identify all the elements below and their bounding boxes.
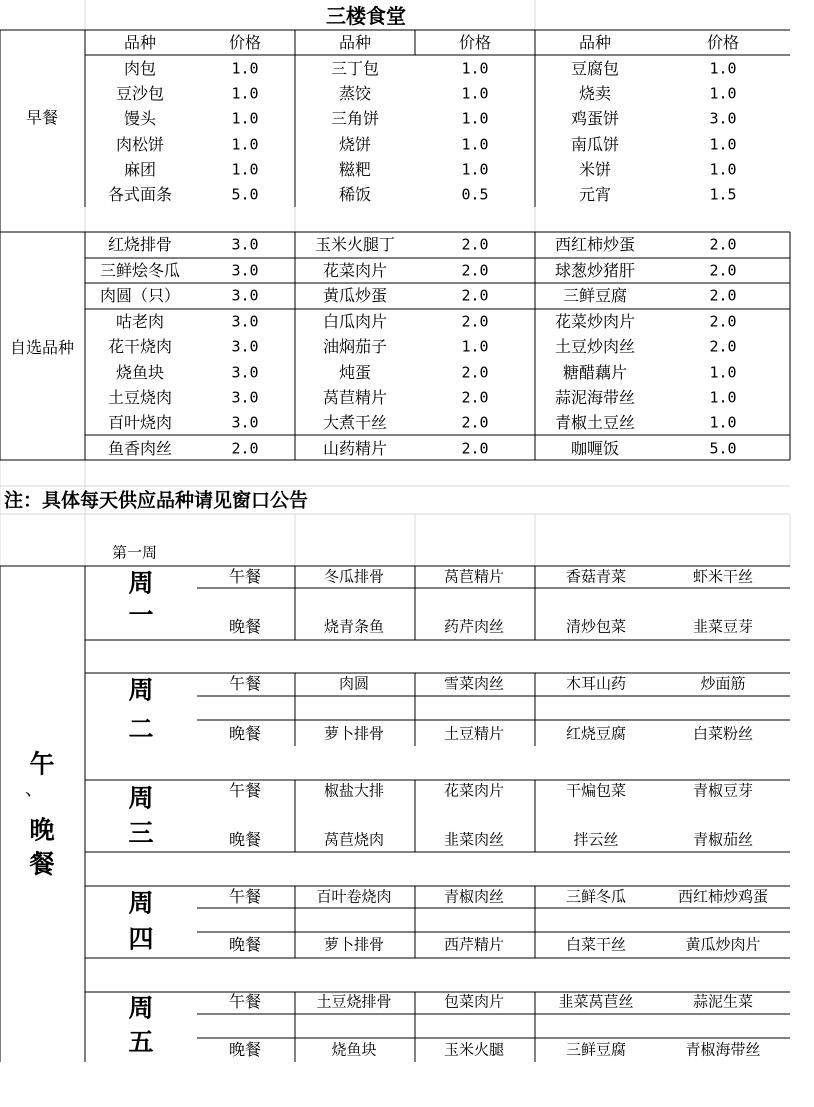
lunch-dish: 蒜泥生菜: [692, 992, 754, 1011]
lunch-dish: 冬瓜排骨: [323, 567, 385, 586]
price-cell: 1.0: [709, 135, 737, 154]
dish-cell: 豆沙包: [115, 84, 165, 103]
dish-cell: 炖蛋: [338, 363, 372, 382]
dish-cell: 豆腐包: [570, 59, 620, 78]
dinner-dish: 白菜干丝: [565, 935, 627, 954]
dish-cell: 花菜炒肉片: [554, 312, 636, 331]
dish-cell: 球葱炒猪肝: [554, 261, 636, 280]
lunch-dish: 炒面筋: [700, 674, 746, 693]
day-name-char: 周: [128, 993, 154, 1023]
page-title: 三楼食堂: [326, 4, 406, 28]
dish-cell: 蒜泥海带丝: [554, 388, 636, 407]
price-cell: 3.0: [231, 235, 259, 254]
price-cell: 1.0: [231, 109, 259, 128]
price-cell: 1.0: [231, 59, 259, 78]
dish-cell: 莴苣精片: [322, 388, 388, 407]
lunch-dish: 西红柿炒鸡蛋: [677, 887, 769, 906]
price-cell: 1.0: [461, 160, 489, 179]
meal-label-lunch: 午餐: [228, 887, 262, 906]
price-cell: 3.0: [231, 337, 259, 356]
dinner-dish: 烧青条鱼: [323, 617, 385, 636]
day-name-char: 三: [128, 818, 154, 848]
lunch-dish: 韭菜莴苣丝: [558, 992, 634, 1011]
dish-cell: 三鲜豆腐: [562, 286, 628, 305]
lunch-dish: 青椒肉丝: [443, 887, 505, 906]
dinner-dish: 青椒海带丝: [685, 1040, 761, 1059]
dish-cell: 蒸饺: [338, 84, 372, 103]
dish-cell: 米饼: [578, 160, 612, 179]
dinner-dish: 西芹精片: [443, 935, 505, 954]
dinner-dish: 萝卜排骨: [323, 935, 385, 954]
dinner-dish: 韭菜豆芽: [692, 617, 754, 636]
dish-cell: 麻团: [123, 160, 157, 179]
lunch-dish: 青椒豆芽: [692, 781, 754, 800]
side-label-dinner-2: 餐: [29, 849, 55, 879]
dinner-dish: 青椒茄丝: [692, 830, 754, 849]
meal-label-dinner: 晚餐: [228, 1040, 262, 1059]
dinner-dish: 烧鱼块: [331, 1040, 377, 1059]
dish-cell: 土豆烧肉: [107, 388, 173, 407]
price-cell: 2.0: [461, 312, 489, 331]
dish-cell: 大煮干丝: [322, 413, 388, 432]
price-cell: 1.0: [709, 388, 737, 407]
meal-label-dinner: 晚餐: [228, 617, 262, 636]
dish-cell: 咕老肉: [115, 312, 165, 331]
lunch-dish: 土豆烧排骨: [316, 992, 392, 1011]
price-cell: 3.0: [709, 109, 737, 128]
day-name-char: 一: [128, 600, 154, 630]
price-cell: 1.0: [461, 109, 489, 128]
day-name-char: 周: [128, 783, 154, 813]
header-price: 价格: [228, 33, 262, 52]
dinner-dish: 玉米火腿: [443, 1040, 505, 1059]
dinner-dish: 黄瓜炒肉片: [685, 935, 761, 954]
day-name-char: 五: [128, 1027, 154, 1057]
lunch-dish: 百叶卷烧肉: [316, 887, 392, 906]
price-cell: 1.0: [231, 135, 259, 154]
meal-label-lunch: 午餐: [228, 781, 262, 800]
lunch-dish: 肉圆: [338, 674, 370, 693]
price-cell: 5.0: [709, 439, 737, 458]
dinner-dish: 药芹肉丝: [443, 617, 505, 636]
price-cell: 3.0: [231, 286, 259, 305]
dish-cell: 肉圆（只）: [99, 286, 181, 305]
price-cell: 2.0: [461, 235, 489, 254]
price-cell: 2.0: [461, 413, 489, 432]
side-label-lunch: 午: [29, 749, 55, 779]
lunch-dish: 椒盐大排: [323, 781, 385, 800]
price-cell: 1.0: [461, 59, 489, 78]
price-cell: 3.0: [231, 261, 259, 280]
price-cell: 1.0: [709, 84, 737, 103]
meal-label-lunch: 午餐: [228, 567, 262, 586]
dish-cell: 三丁包: [330, 59, 380, 78]
dish-cell: 青椒土豆丝: [554, 413, 636, 432]
price-cell: 3.0: [231, 413, 259, 432]
header-item: 品种: [123, 33, 157, 52]
price-cell: 1.5: [709, 185, 737, 204]
price-cell: 2.0: [461, 439, 489, 458]
price-cell: 2.0: [709, 235, 737, 254]
dinner-dish: 清炒包菜: [565, 617, 627, 636]
price-cell: 3.0: [231, 363, 259, 382]
side-label-mark: 、: [25, 779, 43, 800]
price-cell: 2.0: [231, 439, 259, 458]
dish-cell: 土豆炒肉丝: [554, 337, 636, 356]
price-cell: 1.0: [231, 84, 259, 103]
dish-cell: 白瓜肉片: [322, 312, 388, 331]
dish-cell: 鸡蛋饼: [570, 109, 620, 128]
price-cell: 1.0: [461, 135, 489, 154]
lunch-dish: 三鲜冬瓜: [565, 887, 627, 906]
dish-cell: 红烧排骨: [107, 235, 173, 254]
dish-cell: 花菜肉片: [322, 261, 388, 280]
lunch-dish: 莴苣精片: [443, 567, 505, 586]
price-cell: 2.0: [461, 363, 489, 382]
price-cell: 1.0: [461, 84, 489, 103]
dish-cell: 糍粑: [338, 160, 372, 179]
dish-cell: 馒头: [123, 109, 157, 128]
price-cell: 3.0: [231, 388, 259, 407]
lunch-dish: 虾米干丝: [692, 567, 754, 586]
dish-cell: 鱼香肉丝: [107, 439, 173, 458]
dish-cell: 元宵: [578, 185, 612, 204]
dinner-dish: 萝卜排骨: [323, 724, 385, 743]
meal-label-lunch: 午餐: [228, 992, 262, 1011]
dish-cell: 三鲜烩冬瓜: [99, 261, 181, 280]
price-cell: 1.0: [231, 160, 259, 179]
day-name-char: 周: [128, 675, 154, 705]
lunch-dish: 雪菜肉丝: [443, 674, 505, 693]
dish-cell: 油焖茄子: [322, 337, 388, 356]
header-item: 品种: [578, 33, 612, 52]
dinner-dish: 拌云丝: [573, 830, 619, 849]
dinner-dish: 三鲜豆腐: [565, 1040, 627, 1059]
dinner-dish: 韭菜肉丝: [443, 830, 505, 849]
meal-label-dinner: 晚餐: [228, 935, 262, 954]
day-name-char: 二: [128, 714, 154, 744]
price-cell: 1.0: [709, 363, 737, 382]
header-price: 价格: [706, 33, 740, 52]
dish-cell: 南瓜饼: [570, 135, 620, 154]
header-price: 价格: [458, 33, 492, 52]
supply-note: 注：具体每天供应品种请见窗口公告: [4, 489, 309, 512]
dish-cell: 各式面条: [107, 185, 173, 204]
dish-cell: 百叶烧肉: [107, 413, 173, 432]
price-cell: 1.0: [709, 413, 737, 432]
price-cell: 2.0: [709, 312, 737, 331]
dish-cell: 西红柿炒蛋: [554, 235, 636, 254]
dinner-dish: 莴苣烧肉: [323, 830, 385, 849]
price-cell: 2.0: [461, 286, 489, 305]
dish-cell: 花干烧肉: [107, 337, 173, 356]
dish-cell: 三角饼: [330, 109, 380, 128]
lunch-dish: 干煸包菜: [565, 781, 627, 800]
lunch-dish: 木耳山药: [565, 674, 627, 693]
day-name-char: 周: [128, 888, 154, 918]
meal-label-dinner: 晚餐: [228, 830, 262, 849]
price-cell: 2.0: [709, 337, 737, 356]
meal-label-dinner: 晚餐: [228, 724, 262, 743]
optional-label: 自选品种: [9, 338, 75, 357]
dish-cell: 烧鱼块: [115, 363, 165, 382]
dinner-dish: 白菜粉丝: [692, 724, 754, 743]
dish-cell: 咖喱饭: [570, 439, 620, 458]
header-item: 品种: [338, 33, 372, 52]
lunch-dish: 香菇青菜: [565, 567, 627, 586]
price-cell: 3.0: [231, 312, 259, 331]
price-cell: 2.0: [461, 388, 489, 407]
dish-cell: 烧饼: [338, 135, 372, 154]
lunch-dish: 包菜肉片: [443, 992, 505, 1011]
lunch-dish: 花菜肉片: [443, 781, 505, 800]
price-cell: 2.0: [709, 261, 737, 280]
dish-cell: 黄瓜炒蛋: [322, 286, 388, 305]
price-cell: 1.0: [461, 337, 489, 356]
price-cell: 2.0: [709, 286, 737, 305]
price-cell: 1.0: [709, 160, 737, 179]
dish-cell: 山药精片: [322, 439, 388, 458]
price-cell: 1.0: [709, 59, 737, 78]
price-cell: 5.0: [231, 185, 259, 204]
dish-cell: 玉米火腿丁: [314, 235, 396, 254]
day-name-char: 周: [128, 568, 154, 598]
day-name-char: 四: [128, 924, 154, 954]
dish-cell: 糖醋藕片: [562, 363, 628, 382]
week-label: 第一周: [112, 543, 158, 562]
side-label-dinner-1: 晚: [29, 815, 55, 845]
price-cell: 2.0: [461, 261, 489, 280]
dinner-dish: 土豆精片: [443, 724, 505, 743]
dish-cell: 烧卖: [578, 84, 612, 103]
dish-cell: 肉包: [123, 59, 157, 78]
dish-cell: 稀饭: [338, 185, 372, 204]
dish-cell: 肉松饼: [115, 135, 165, 154]
meal-label-lunch: 午餐: [228, 674, 262, 693]
dinner-dish: 红烧豆腐: [565, 724, 627, 743]
breakfast-label: 早餐: [25, 108, 59, 127]
price-cell: 0.5: [461, 185, 489, 204]
